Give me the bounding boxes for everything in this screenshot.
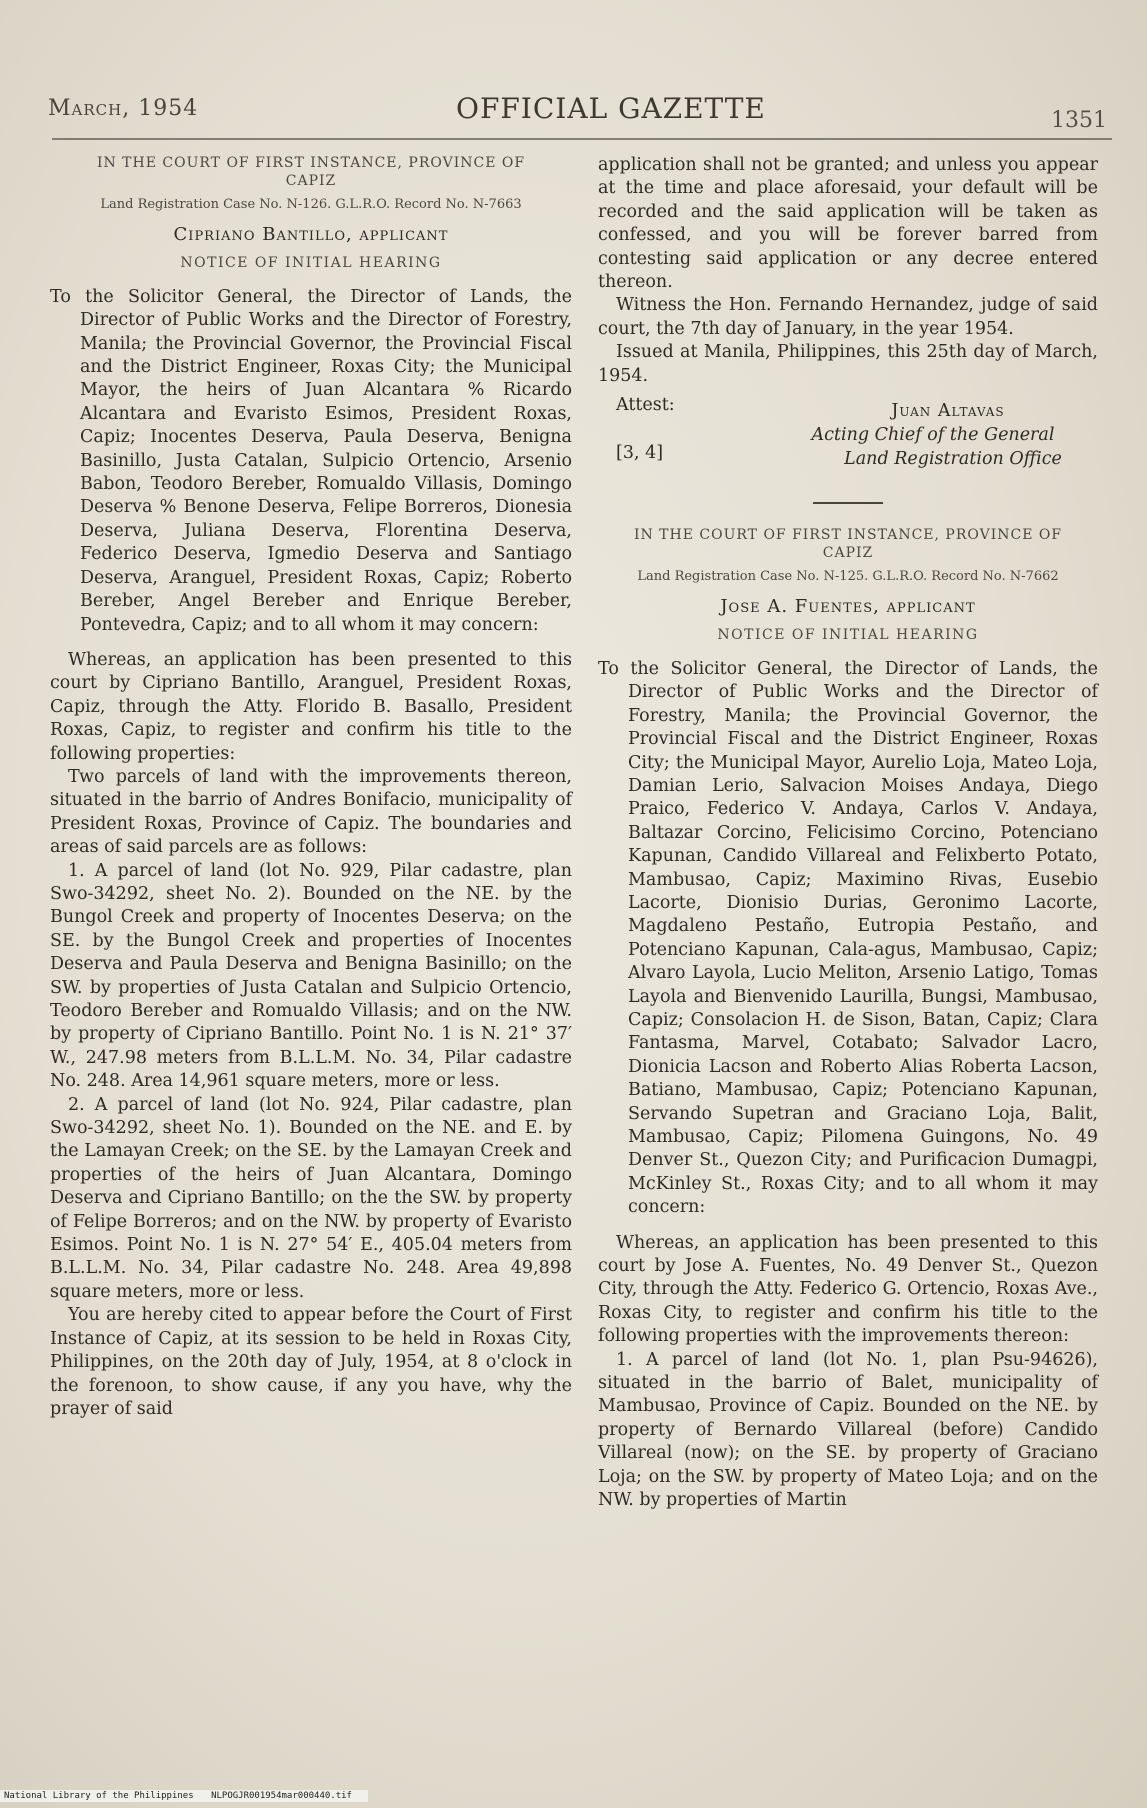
court-heading: IN THE COURT OF FIRST INSTANCE, PROVINCE OF CAPIZ	[633, 527, 1063, 562]
applicant-line: Jose A. Fuentes, applicant	[720, 596, 976, 618]
paragraph: 1. A parcel of land (lot No. 929, Pilar cadastre, plan Swo-34292, sheet No. 2). Bounded on the NE. by the Bungol Creek and property of Inocentes Deserva; on the SE. by the Bungol Creek and properties of Inocentes Deserva and Paula Deserva and Benigna Basinillo; on the SW. by properties of Justa Catalan and Sulpicio Ortencio, Teodoro Bereber and Romualdo Villasis; and on the NW. by property of Cipriano Bantillo. Point No. 1 is N. 21° 37′ W., 247.98 meters from B.L.L.M. No. 34, Pilar cadastre No. 248. Area 14,961 square meters, more or less.	[50, 860, 572, 1092]
signer-title: Land Registration Office	[844, 449, 1062, 470]
section-divider	[813, 502, 883, 504]
header-rule	[52, 138, 1112, 140]
notice-heading: NOTICE OF INITIAL HEARING	[180, 255, 442, 272]
page-header	[48, 92, 1107, 132]
attestation-block	[598, 394, 1098, 494]
case-number: Land Registration Case No. N-126. G.L.R.O. Record No. N-7663	[100, 197, 522, 212]
paragraph: Issued at Manila, Philippines, this 25th day of March, 1954.	[598, 342, 1098, 386]
left-column	[50, 154, 572, 1421]
scan-footer	[0, 1790, 368, 1802]
paragraph: Whereas, an application has been presented to this court by Jose A. Fuentes, No. 49 Denver St., Quezon City, through the Atty. Federico G. Ortencio, Roxas Ave., Roxas City, to register and confirm his title to the following properties with the improvements thereon:	[598, 1232, 1098, 1347]
paragraph: application shall not be granted; and unless you appear at the time and place aforesaid, your default will be recorded and the said application will be taken as confessed, and you will be forever barred from contesting said application or any decree entered thereon.	[598, 155, 1098, 293]
right-column	[598, 154, 1098, 1513]
footer-library: National Library of the Philippines	[4, 1791, 194, 1801]
header-title: OFFICIAL GAZETTE	[456, 92, 766, 125]
header-page-number: 1351	[1051, 108, 1107, 133]
notice-heading: NOTICE OF INITIAL HEARING	[717, 627, 979, 644]
issue-reference: [3, 4]	[616, 443, 664, 464]
header-date: March, 1954	[48, 96, 199, 121]
signer-title: Acting Chief of the General	[811, 425, 1055, 446]
signer-name: Juan Altavas	[891, 401, 1005, 422]
address-paragraph: To the Solicitor General, the Director of Lands, the Director of Public Works and the Director of Forestry, Manila; the Provincial Governor, the Provincial Fiscal and the District Engineer, Roxas City; the Municipal Mayor, Aurelio Loja, Mateo Loja, Damian Lerio, Salvacion Moises Andaya, Diego Praico, Federico V. Andaya, Carlos V. Andaya, Baltazar Corcino, Felicisimo Corcino, Potenciano Kapunan, Candido Villareal and Felixberto Potato, Mambusao, Capiz; Maximino Rivas, Eusebio Lacorte, Dionisio Durias, Geronimo Lacorte, Magdaleno Pestaño, Eutropia Pestaño, and Potenciano Kapunan, Cala-agus, Mambusao, Capiz; Alvaro Layola, Lucio Meliton, Arsenio Latigo, Tomas Layola and Bienvenido Laurilla, Bungsi, Mambusao, Capiz; Consolacion H. de Sison, Batan, Capiz; Clara Fantasma, Marvel, Cotabato; Salvador Lacro, Dionicia Lacson and Roberto Alias Roberta Lacson, Batiano, Mambusao, Capiz; Potenciano Kapunan, Servando Supetran and Graciano Loja, Balit, Mambusao, Capiz; Pilomena Guingons, No. 49 Denver St., Quezon City; and Purificacion Dumagpi, McKinley St., Roxas City; and to all whom it may concern:	[598, 658, 1098, 1218]
applicant-line: Cipriano Bantillo, applicant	[173, 224, 449, 245]
address-paragraph: To the Solicitor General, the Director of Lands, the Director of Public Works and the Director of Forestry, Manila; the Provincial Governor, the Provincial Fiscal and the District Engineer, Roxas City; the Municipal Mayor, the heirs of Juan Alcantara % Ricardo Alcantara and Evaristo Esimos, President Roxas, Capiz; Inocentes Deserva, Paula Deserva, Benigna Basinillo, Justa Catalan, Sulpicio Ortencio, Arsenio Babon, Teodoro Bereber, Romualdo Villasis, Domingo Deserva % Benone Deserva, Felipe Borreros, Dionesia Deserva, Juliana Deserva, Florentina Deserva, Federico Deserva, Igmedio Deserva and Santiago Deserva, Aranguel, President Roxas, Capiz; Roberto Bereber, Angel Bereber and Enrique Bereber, Pontevedra, Capiz; and to all whom it may concern:	[50, 286, 572, 635]
paragraph: You are hereby cited to appear before the Court of First Instance of Capiz, at its session to be held in Roxas City, Philippines, on the 20th day of July, 1954, at 8 o'clock in the forenoon, to show cause, if any you have, why the prayer of said	[50, 1305, 572, 1419]
paragraph: Two parcels of land with the improvements thereon, situated in the barrio of Andres Bonifacio, municipality of President Roxas, Province of Capiz. The boundaries and areas of said parcels are as follows:	[50, 766, 572, 858]
paragraph: Witness the Hon. Fernando Hernandez, judge of said court, the 7th day of January, in the year 1954.	[598, 295, 1098, 339]
case-number: Land Registration Case No. N-125. G.L.R.O. Record No. N-7662	[637, 569, 1059, 585]
court-heading: IN THE COURT OF FIRST INSTANCE, PROVINCE OF CAPIZ	[96, 155, 526, 189]
paragraph: 1. A parcel of land (lot No. 1, plan Psu-94626), situated in the barrio of Balet, municipality of Mambusao, Province of Capiz. Bounded on the NE. by property of Bernardo Villareal (before) Candido Villareal (now); on the SE. by property of Graciano Loja; on the SW. by property of Mateo Loja; and on the NW. by properties of Martin	[598, 1349, 1098, 1511]
attest-label: Attest:	[616, 395, 675, 416]
footer-filename: NLPOGJR001954mar000440.tif	[211, 1791, 352, 1801]
paragraph: 2. A parcel of land (lot No. 924, Pilar cadastre, plan Swo-34292, sheet No. 1). Bounded on the NE. and E. by the Lamayan Creek; on the SE. by the Lamayan Creek and properties of the heirs of Juan Alcantara, Domingo Deserva and Cipriano Bantillo; on the the SW. by property of Felipe Borreros; and on the NW. by property of Evaristo Esimos. Point No. 1 is N. 27° 54′ E., 405.04 meters from B.L.L.M. No. 34, Pilar cadastre No. 248. Area 49,898 square meters, more or less.	[50, 1094, 572, 1302]
paragraph: Whereas, an application has been presented to this court by Cipriano Bantillo, Aranguel, President Roxas, Capiz, through the Atty. Florido B. Basallo, President Roxas, Capiz, to register and confirm his title to the following properties:	[50, 649, 572, 764]
